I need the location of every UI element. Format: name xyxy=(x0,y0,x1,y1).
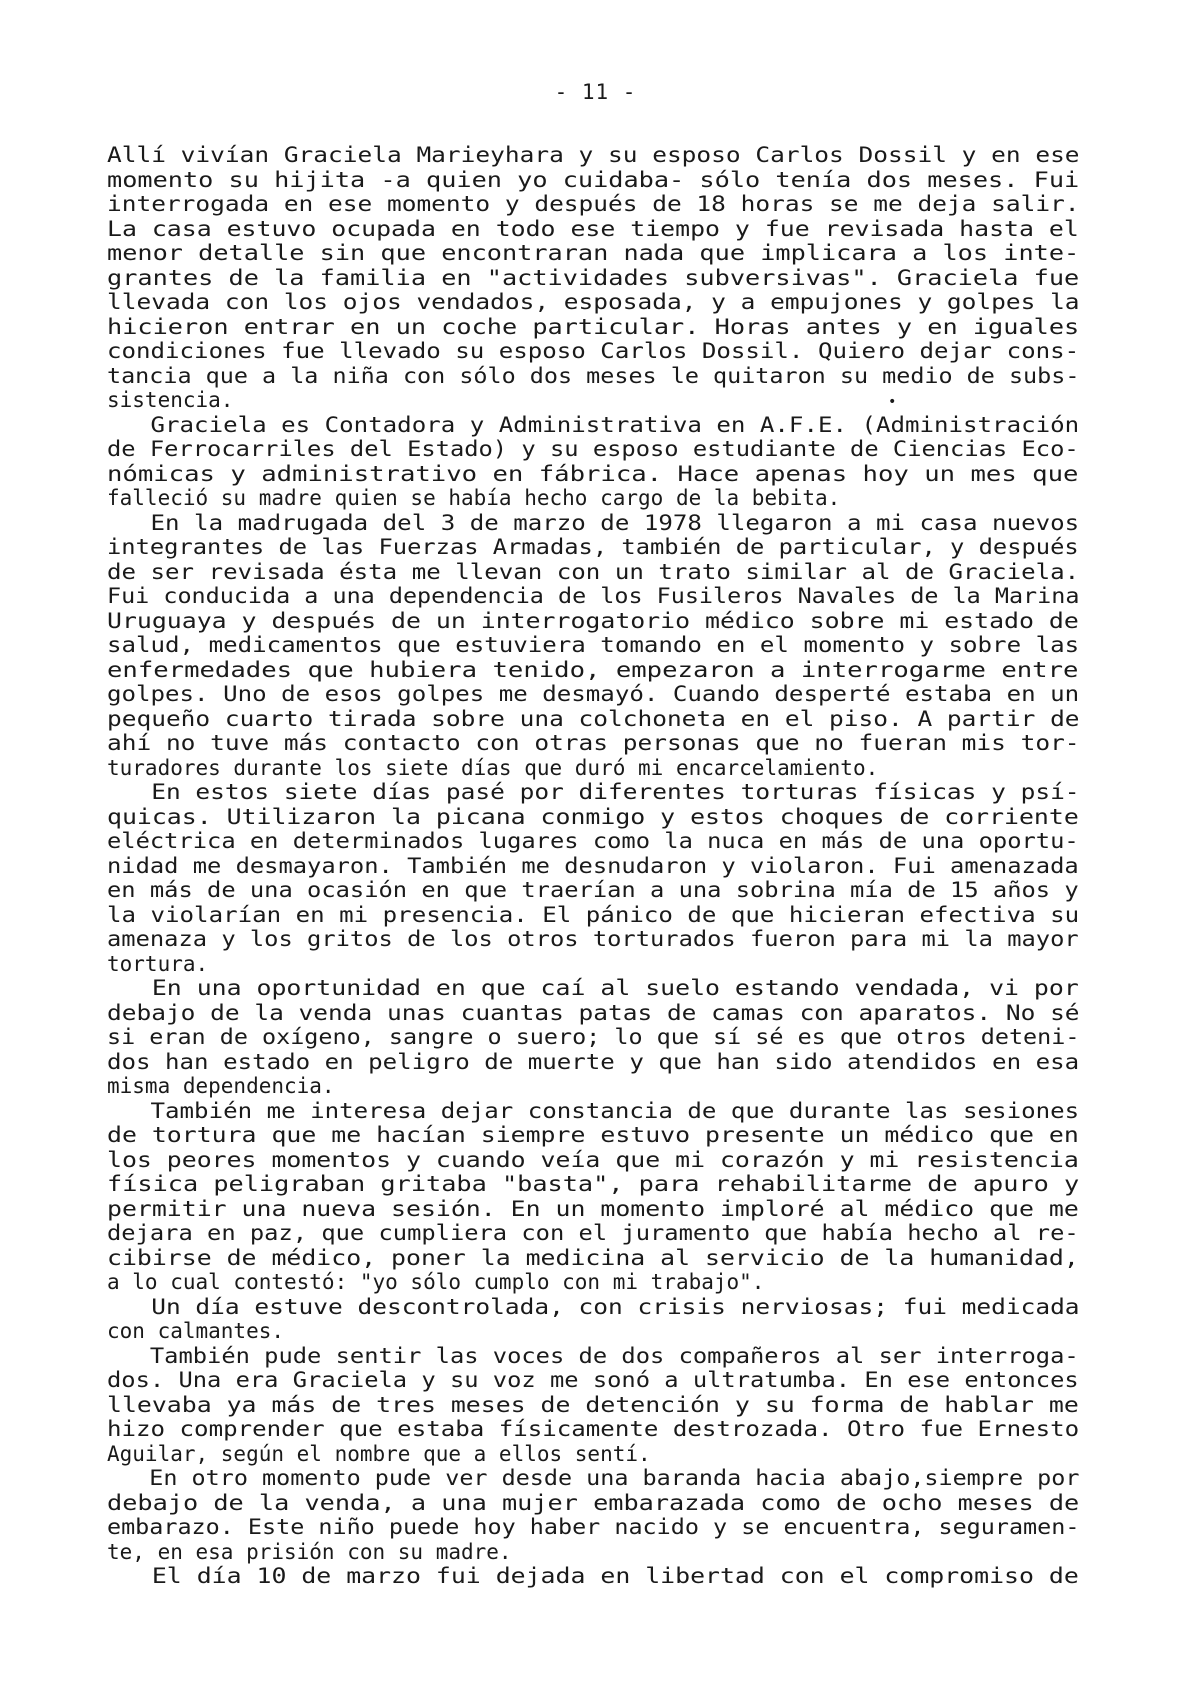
text-line: hizo comprender que estaba físicamente destrozada. Otro fue Ernesto xyxy=(107,1417,1080,1441)
text-line: tancia que a la niña con sólo dos meses le quitaron su medio de subs- xyxy=(107,364,1080,388)
text-line: llevaba ya más de tres meses de detención y su forma de hablar me xyxy=(107,1393,1079,1417)
stray-mark: • xyxy=(888,394,897,410)
text-line: En una oportunidad en que caí al suelo estando vendada, vi por xyxy=(107,976,1079,1000)
text-line: con calmantes. xyxy=(107,1319,285,1343)
text-line: integrantes de las Fuerzas Armadas, también de particular, y después xyxy=(107,535,1079,559)
text-line: Uruguaya y después de un interrogatorio médico sobre mi estado de xyxy=(107,609,1079,633)
text-line: Allí vivían Graciela Marieyhara y su esposo Carlos Dossil y en ese xyxy=(107,143,1080,167)
text-line: la violarían en mi presencia. El pánico de que hicieran efectiva su xyxy=(107,903,1080,927)
text-line: quicas. Utilizaron la picana conmigo y estos choques de corriente xyxy=(107,805,1079,829)
text-line: embarazo. Este niño puede hoy haber nacido y se encuentra, seguramen- xyxy=(107,1515,1080,1539)
text-line: a lo cual contestó: "yo sólo cumplo con mi trabajo". xyxy=(107,1270,765,1294)
text-line: salud, medicamentos que estuviera tomando en el momento y sobre las xyxy=(107,633,1080,657)
text-line: interrogada en ese momento y después de 18 horas se me deja salir. xyxy=(107,192,1080,216)
text-line: En otro momento pude ver desde una baranda hacia abajo,siempre por xyxy=(107,1466,1080,1490)
text-line: sistencia. xyxy=(107,388,234,412)
text-line: Aguilar, según el nombre que a ellos sentí. xyxy=(107,1442,651,1466)
text-line: en más de una ocasión en que traerían a una sobrina mía de 15 años y xyxy=(107,878,1079,902)
text-line: momento su hijita -a quien yo cuidaba- sólo tenía dos meses. Fui xyxy=(107,168,1080,192)
text-line: tortura. xyxy=(107,952,209,976)
text-line: También pude sentir las voces de dos compañeros al ser interroga- xyxy=(107,1344,1079,1368)
text-line: cibirse de médico, poner la medicina al servicio de la humanidad, xyxy=(107,1246,1079,1270)
text-line: debajo de la venda unas cuantas patas de camas con aparatos. No sé xyxy=(107,1001,1080,1025)
text-line: nómicas y administrativo en fábrica. Hace apenas hoy un mes que xyxy=(107,462,1079,486)
page-number: - 11 - xyxy=(554,80,637,104)
text-line: menor detalle sin que encontraran nada que implicara a los inte- xyxy=(107,241,1080,265)
text-line: pequeño cuarto tirada sobre una colchoneta en el piso. A partir de xyxy=(107,707,1080,731)
text-line: llevada con los ojos vendados, esposada, y a empujones y golpes la xyxy=(107,290,1080,314)
text-line: de ser revisada ésta me llevan con un trato similar al de Graciela. xyxy=(107,560,1080,584)
text-line: hicieron entrar en un coche particular. Horas antes y en iguales xyxy=(107,315,1080,339)
text-line: de tortura que me hacían siempre estuvo presente un médico que en xyxy=(107,1123,1079,1147)
text-line: En la madrugada del 3 de marzo de 1978 llegaron a mi casa nuevos xyxy=(107,511,1080,535)
text-line: golpes. Uno de esos golpes me desmayó. Cuando desperté estaba en un xyxy=(107,682,1080,706)
text-line: ahí no tuve más contacto con otras personas que no fueran mis tor- xyxy=(107,731,1080,755)
text-line: La casa estuvo ocupada en todo ese tiempo y fue revisada hasta el xyxy=(107,217,1079,241)
text-line: dos han estado en peligro de muerte y que han sido atendidos en esa xyxy=(107,1050,1080,1074)
text-line: nidad me desmayaron. También me desnudaron y violaron. Fui amenazada xyxy=(107,854,1079,878)
text-line: física peligraban gritaba "basta", para rehabilitarme de apuro y xyxy=(107,1172,1080,1196)
text-line: dejara en paz, que cumpliera con el juramento que había hecho al re- xyxy=(107,1221,1079,1245)
text-line: de Ferrocarriles del Estado) y su esposo estudiante de Ciencias Eco- xyxy=(107,437,1079,461)
text-line: El día 10 de marzo fui dejada en libertad con el compromiso de xyxy=(107,1564,1079,1588)
text-line: permitir una nueva sesión. En un momento imploré al médico que me xyxy=(107,1197,1079,1221)
text-line: los peores momentos y cuando veía que mi corazón y mi resistencia xyxy=(107,1148,1079,1172)
text-line: En estos siete días pasé por diferentes torturas físicas y psí- xyxy=(107,780,1080,804)
text-line: misma dependencia. xyxy=(107,1074,335,1098)
text-line: enfermedades que hubiera tenido, empezaron a interrogarme entre xyxy=(107,658,1079,682)
text-line: grantes de la familia en "actividades subversivas". Graciela fue xyxy=(107,266,1080,290)
text-line: dos. Una era Graciela y su voz me sonó a ultratumba. En ese entonces xyxy=(107,1368,1079,1392)
text-line: eléctrica en determinados lugares como la nuca en más de una oportu- xyxy=(107,829,1079,853)
text-line: te, en esa prisión con su madre. xyxy=(107,1540,512,1564)
text-line: amenaza y los gritos de los otros torturados fueron para mi la mayor xyxy=(107,927,1079,951)
text-line: Fui conducida a una dependencia de los Fusileros Navales de la Marina xyxy=(107,584,1080,608)
text-line: condiciones fue llevado su esposo Carlos Dossil. Quiero dejar cons- xyxy=(107,339,1080,363)
text-line: debajo de la venda, a una mujer embarazada como de ocho meses de xyxy=(107,1491,1080,1515)
text-line: falleció su madre quien se había hecho cargo de la bebita. xyxy=(107,486,841,510)
text-line: También me interesa dejar constancia de que durante las sesiones xyxy=(107,1099,1080,1123)
text-line: Un día estuve descontrolada, con crisis nerviosas; fui medicada xyxy=(107,1295,1080,1319)
text-line: turadores durante los siete días que duró mi encarcelamiento. xyxy=(107,756,879,780)
text-line: si eran de oxígeno, sangre o suero; lo que sí sé es que otros deteni- xyxy=(107,1025,1080,1049)
text-line: Graciela es Contadora y Administrativa en A.F.E. (Administración xyxy=(107,413,1080,437)
